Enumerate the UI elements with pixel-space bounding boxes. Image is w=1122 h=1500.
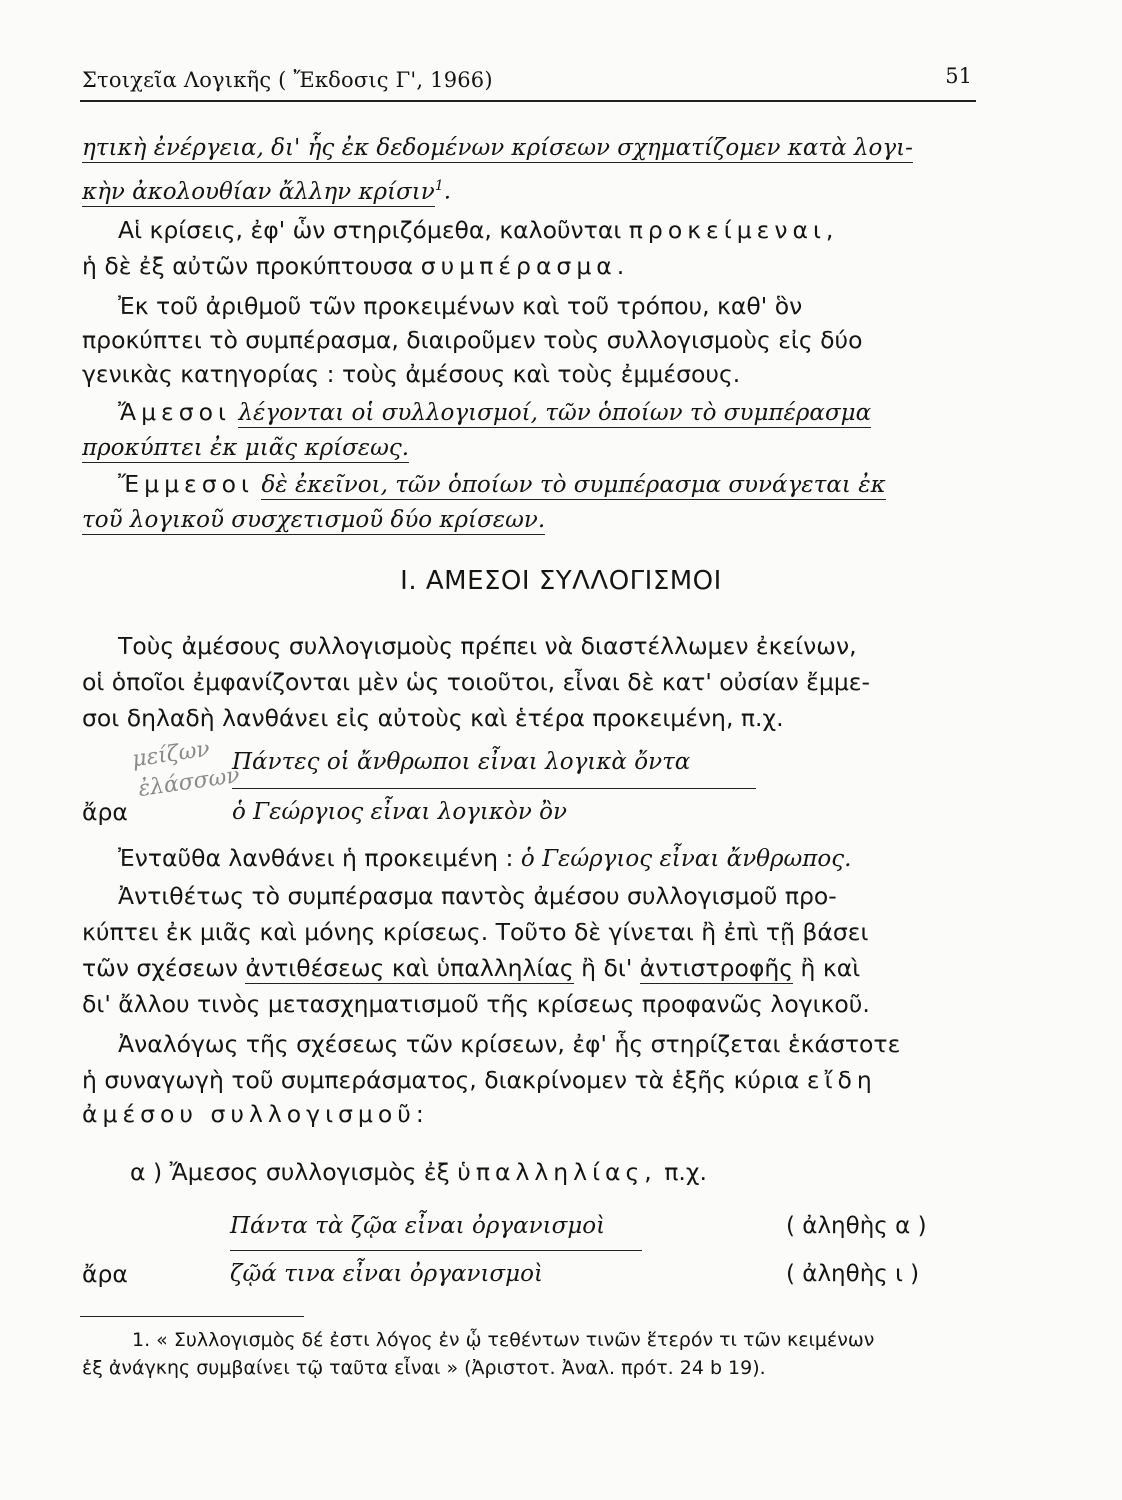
- margin-note-minor: ἐλάσσων: [136, 763, 242, 802]
- paragraph-1-line-1: Αἱ κρίσεις, ἐφ' ὧν στηριζόμεθα, καλοῦνται προκείμεναι,: [118, 216, 839, 244]
- paragraph-5-line-2: κύπτει ἐκ μιᾶς καὶ μόνης κρίσεως. Τοῦτο δὲ γίνεται ἢ ἐπὶ τῇ βάσει: [82, 918, 869, 946]
- example-2-premise: Πάντα τὰ ζῷα εἶναι ὀργανισμοὶ: [230, 1213, 606, 1239]
- paragraph-5-line-1: Ἀντιθέτως τὸ συμπέρασμα παντὸς ἀμέσου συλλογισμοῦ προ-: [118, 882, 837, 910]
- paragraph-6-line-1: Ἀναλόγως τῆς σχέσεως τῶν κρίσεων, ἐφ' ἧς στηρίζεται ἑκάστοτε: [118, 1030, 901, 1058]
- item-a: α ) Ἄμεσος συλλογισμὸς ἐξ ὑπαλληλίας, π.χ.: [130, 1158, 707, 1186]
- footnote-line-1: 1. « Συλλογισμὸς δέ ἐστι λόγος ἐν ᾧ τεθέντων τινῶν ἕτερόν τι τῶν κειμένων: [132, 1329, 875, 1351]
- example-2-premise-tag: ( ἀληθὴς α ): [786, 1213, 927, 1239]
- page-number: 51: [945, 64, 972, 88]
- example-1-conclusion: ὁ Γεώργιος εἶναι λογικὸν ὂν: [232, 799, 567, 825]
- paragraph-3-line-1: Τοὺς ἀμέσους συλλογισμοὺς πρέπει νὰ διαστέλλωμεν ἐκείνων,: [118, 632, 857, 660]
- paragraph-6-line-3: ἀμέσου συλλογισμοῦ:: [82, 1100, 429, 1128]
- section-heading: Ι. ΑΜΕΣΟΙ ΣΥΛΛΟΓΙΣΜΟΙ: [400, 566, 722, 596]
- paragraph-5-line-4: δι' ἄλλου τινὸς μετασχηματισμοῦ τῆς κρίσεως προφανῶς λογικοῦ.: [82, 990, 870, 1018]
- example-1-rule: [232, 788, 756, 789]
- paragraph-3-line-3: σοι δηλαδὴ λανθάνει εἰς αὐτοὺς καὶ ἑτέρα προκειμένη, π.χ.: [82, 704, 784, 732]
- footnote-rule: [80, 1316, 304, 1317]
- example-2-conclusion: ζῷά τινα εἶναι ὀργανισμοὶ: [230, 1261, 543, 1287]
- paragraph-2-line-3: γενικὰς κατηγορίας : τοὺς ἀμέσους καὶ τοὺς ἐμμέσους.: [82, 360, 741, 388]
- paragraph-5-line-3: τῶν σχέσεων ἀντιθέσεως καὶ ὑπαλληλίας ἢ δι' ἀντιστροφῆς ἢ καὶ: [82, 954, 861, 982]
- margin-note-major: μείζων: [130, 736, 212, 773]
- paragraph-4-line-1: Ἐνταῦθα λανθάνει ἡ προκειμένη : ὁ Γεώργιος εἶναι ἄνθρωπος.: [118, 844, 852, 872]
- amesoi-definition-line-2: προκύπτει ἐκ μιᾶς κρίσεως.: [82, 435, 410, 461]
- definition-line-2: κὴν ἀκολουθίαν ἄλλην κρίσιν$^1$.: [82, 178, 452, 205]
- footnote-marker: 1: [434, 178, 444, 194]
- paragraph-6-line-2: ἡ συναγωγὴ τοῦ συμπεράσματος, διακρίνομεν τὰ ἑξῆς κύρια εἴδη: [82, 1066, 877, 1094]
- definition-line-1: ητικὴ ἐνέργεια, δι' ἧς ἐκ δεδομένων κρίσεων σχηματίζομεν κατὰ λογι-: [82, 135, 913, 161]
- running-head: Στοιχεῖα Λογικῆς ( Ἔκδοσις Γ', 1966): [82, 68, 493, 92]
- page-header: [80, 64, 976, 102]
- emmesoi-definition-line-1: Ἔμμεσοι δὲ ἐκεῖνοι, τῶν ὁποίων τὸ συμπέρασμα συνάγεται ἐκ: [118, 470, 886, 498]
- item-a-label: α ): [130, 1158, 163, 1186]
- example-1-premise: Πάντες οἱ ἄνθρωποι εἶναι λογικὰ ὄντα: [232, 749, 691, 775]
- emmesoi-term: Ἔμμεσοι: [118, 470, 254, 498]
- emmesoi-definition-line-2: τοῦ λογικοῦ συσχετισμοῦ δύο κρίσεων.: [82, 507, 546, 533]
- footnote-line-2: ἐξ ἀνάγκης συμβαίνει τῷ ταῦτα εἶναι » (Ἀριστοτ. Ἀναλ. πρότ. 24 b 19).: [82, 1357, 766, 1379]
- paragraph-3-line-2: οἱ ὁποῖοι ἐμφανίζονται μὲν ὡς τοιοῦτοι, εἶναι δὲ κατ' οὐσίαν ἔμμε-: [82, 668, 870, 696]
- paragraph-2-line-1: Ἐκ τοῦ ἀριθμοῦ τῶν προκειμένων καὶ τοῦ τρόπου, καθ' ὃν: [118, 292, 803, 320]
- example-2-rule: [230, 1250, 642, 1251]
- amesoi-term: Ἄμεσοι: [118, 398, 231, 426]
- example-1-therefore: ἄρα: [82, 798, 128, 826]
- example-2-conclusion-tag: ( ἀληθὴς ι ): [786, 1261, 920, 1287]
- paragraph-1-line-2: ἡ δὲ ἐξ αὐτῶν προκύπτουσα συμπέρασμα.: [82, 252, 630, 280]
- paragraph-2-line-2: προκύπτει τὸ συμπέρασμα, διαιροῦμεν τοὺς συλλογισμοὺς εἰς δύο: [82, 326, 863, 354]
- example-2-therefore: ἄρα: [82, 1260, 128, 1288]
- amesoi-definition-line-1: Ἄμεσοι λέγονται οἱ συλλογισμοί, τῶν ὁποίων τὸ συμπέρασμα: [118, 398, 872, 426]
